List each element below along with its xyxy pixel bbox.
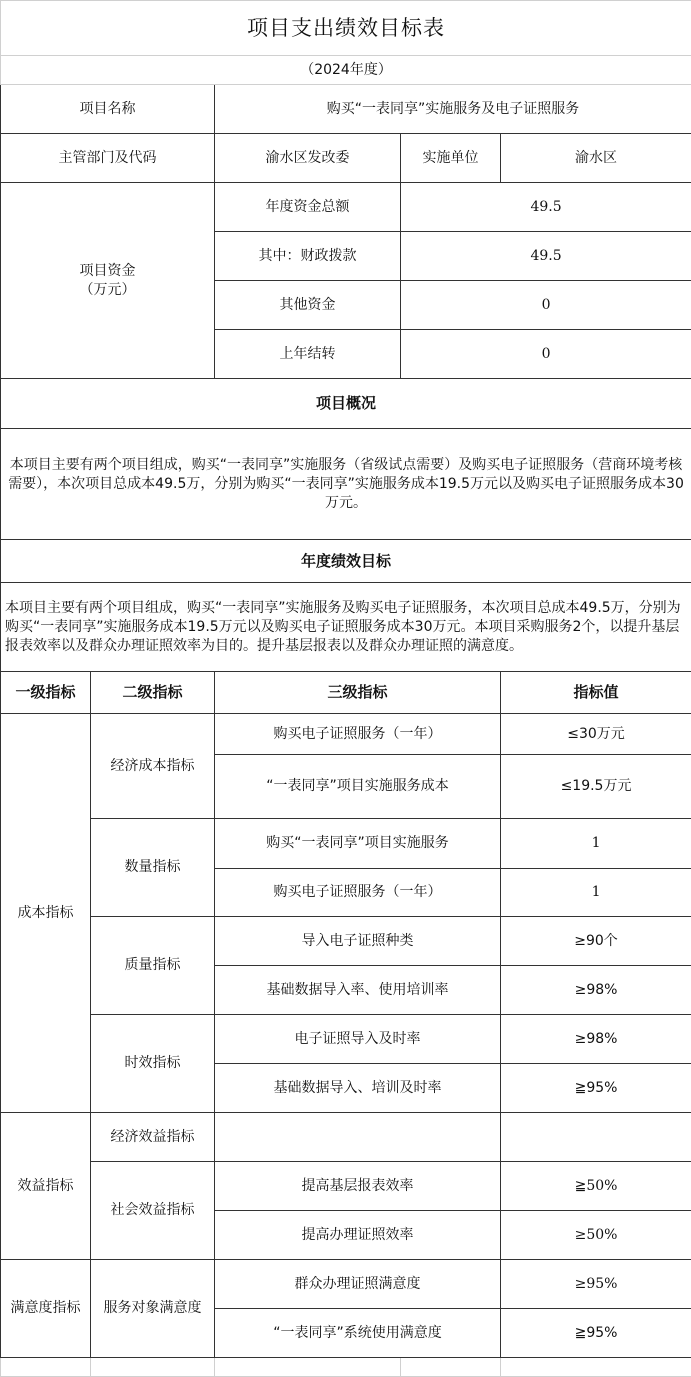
- blank-cell: [401, 1358, 501, 1377]
- level3-cell: 购买“一表同享”项目实施服务: [215, 819, 501, 869]
- level1-satisfaction: 满意度指标: [1, 1260, 91, 1358]
- funds-value-carryover: 0: [401, 330, 691, 379]
- level3-cell: 购买电子证照服务（一年）: [215, 869, 501, 917]
- level2-service-satisfaction: 服务对象满意度: [91, 1260, 215, 1358]
- value-cell: ≤30万元: [501, 714, 691, 755]
- header-level1: 一级指标: [1, 672, 91, 714]
- level2-social-benefit: 社会效益指标: [91, 1162, 215, 1260]
- level3-cell: 提高基层报表效率: [215, 1162, 501, 1211]
- level3-cell: 群众办理证照满意度: [215, 1260, 501, 1309]
- level3-cell: “一表同享”系统使用满意度: [215, 1309, 501, 1358]
- level3-cell: 电子证照导入及时率: [215, 1015, 501, 1064]
- overview-heading: 项目概况: [1, 379, 691, 429]
- funds-label-total: 年度资金总额: [215, 183, 401, 232]
- impl-label: 实施单位: [401, 134, 501, 183]
- value-cell: ≧95%: [501, 1309, 691, 1358]
- value-cell: ≧50%: [501, 1162, 691, 1211]
- table-row: [1, 819, 691, 869]
- table-row: [1, 917, 691, 966]
- overview-text: 本项目主要有两个项目组成，购买“一表同享”实施服务（省级试点需要）及购买电子证照服务（营商环境考核需要），本次项目总成本49.5万，分别为购买“一表同享”实施服务成本19.5万元以及购买电子证照服务成本30万元。: [1, 429, 691, 540]
- funds-label-carryover: 上年结转: [215, 330, 401, 379]
- dept-label: 主管部门及代码: [1, 134, 215, 183]
- blank-cell: [501, 1358, 691, 1377]
- value-cell: ≤19.5万元: [501, 755, 691, 819]
- level2-economic-cost: 经济成本指标: [91, 714, 215, 819]
- table-row: [1, 1162, 691, 1211]
- goal-heading: 年度绩效目标: [1, 540, 691, 583]
- header-value: 指标值: [501, 672, 691, 714]
- header-level3: 三级指标: [215, 672, 501, 714]
- level2-timeliness: 时效指标: [91, 1015, 215, 1113]
- value-cell: ≥98%: [501, 1015, 691, 1064]
- level3-cell: 基础数据导入、培训及时率: [215, 1064, 501, 1113]
- funds-label: 项目资金 （万元）: [1, 183, 215, 379]
- value-cell: ≥95%: [501, 1260, 691, 1309]
- level1-cost: 成本指标: [1, 714, 91, 1113]
- table-row: [1, 714, 691, 755]
- funds-label-fiscal: 其中：财政拨款: [215, 232, 401, 281]
- year-label: （2024年度）: [1, 56, 691, 85]
- value-cell: ≥90个: [501, 917, 691, 966]
- level3-cell: 购买电子证照服务（一年）: [215, 714, 501, 755]
- value-cell: 1: [501, 819, 691, 869]
- blank-cell: [215, 1358, 401, 1377]
- header-level2: 二级指标: [91, 672, 215, 714]
- level1-benefit: 效益指标: [1, 1113, 91, 1260]
- value-cell: ≧95%: [501, 1064, 691, 1113]
- funds-value-fiscal: 49.5: [401, 232, 691, 281]
- blank-cell: [1, 1358, 91, 1377]
- level3-cell: 基础数据导入率、使用培训率: [215, 966, 501, 1015]
- value-cell: ≥98%: [501, 966, 691, 1015]
- value-cell: 1: [501, 869, 691, 917]
- level3-cell: [215, 1113, 501, 1162]
- funds-label-other: 其他资金: [215, 281, 401, 330]
- table-row: [1, 1113, 691, 1162]
- value-cell: ≥50%: [501, 1211, 691, 1260]
- level2-economic-benefit: 经济效益指标: [91, 1113, 215, 1162]
- level2-quality: 质量指标: [91, 917, 215, 1015]
- table-row: [1, 1015, 691, 1064]
- impl-value: 渝水区: [501, 134, 691, 183]
- funds-value-total: 49.5: [401, 183, 691, 232]
- funds-value-other: 0: [401, 281, 691, 330]
- level2-quantity: 数量指标: [91, 819, 215, 917]
- level3-cell: “一表同享”项目实施服务成本: [215, 755, 501, 819]
- table-row: [1, 1260, 691, 1309]
- value-cell: [501, 1113, 691, 1162]
- level3-cell: 提高办理证照效率: [215, 1211, 501, 1260]
- project-name-value: 购买“一表同享”实施服务及电子证照服务: [215, 85, 691, 134]
- level3-cell: 导入电子证照种类: [215, 917, 501, 966]
- page-title: 项目支出绩效目标表: [1, 1, 691, 56]
- project-name-label: 项目名称: [1, 85, 215, 134]
- blank-cell: [91, 1358, 215, 1377]
- goal-text: 本项目主要有两个项目组成，购买“一表同享”实施服务及购买电子证照服务，本次项目总成本49.5万，分别为购买“一表同享”实施服务成本19.5万元以及购买电子证照服务成本30万元。本项目采购服务2个，以提升基层报表效率以及群众办理证照效率为目的。提升基层报表以及群众办理证照的满意度。: [1, 583, 691, 672]
- dept-value: 渝水区发改委: [215, 134, 401, 183]
